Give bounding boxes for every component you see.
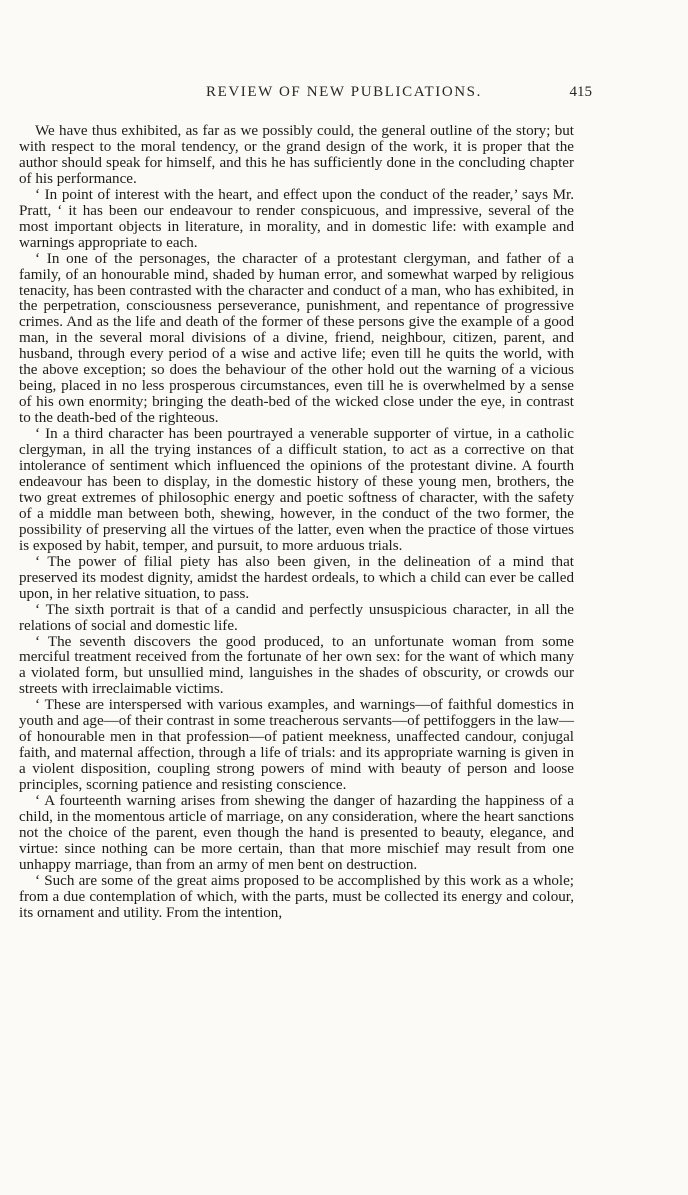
paragraph-quote-sixth-portrait: ‘ The sixth portrait is that of a candid and perfectly unsuspicious character, in all the relations of social and domestic life. [19,601,574,634]
paragraph-quote-filial-piety: ‘ The power of filial piety has also been given, in the delineation of a mind that preserved its modest dignity, amidst the hardest ordeals, to which a child can ever be called upon, in her relative situation, to pass. [19,553,574,602]
paragraph-quote-interest: ‘ In point of interest with the heart, and effect upon the conduct of the reader,’ says Mr. Pratt, ‘ it has been our endeavour to render conspicuous, and impressive, several of the most important objects in literature, in morality, and in domestic life: with example and warnings appropriate to each. [19,186,574,251]
paragraph-quote-great-aims: ‘ Such are some of the great aims proposed to be accomplished by this work as a whole; from a due contemplation of which, with the parts, must be collected its energy and colour, its ornament and utility. From the intention, [19,872,574,921]
paragraph-quote-fourteenth: ‘ A fourteenth warning arises from shewing the danger of hazarding the happiness of a child, in the momentous article of marriage, on any consideration, where the heart sanctions not the choice of the parent, even though the hand is presented to beauty, elegance, and virtue: since nothing can be more certain, than that more mischief may result from one unhappy marriage, than from an army of men bent on destruction. [19,793,574,873]
paragraph-quote-clergyman: ‘ In one of the personages, the character of a protestant clergyman, and father of a family, of an honourable mind, shaded by human error, and somewhat warped by religious tenacity, has been contrasted with the character and conduct of a man, who has exhibited, in the perpetration, consciousness perseverance, punishment, and repentance of progressive crimes. And as the life and death of the former of these persons give the example of a good man, in the several moral divisions of a divine, friend, neighbour, citizen, parent, and husband, through every period of a wise and active life; even till he quits the world, with the above exception; so does the behaviour of the other hold out the warning of a vicious being, placed in no less prosperous circumstances, even till he is overwhelmed by a sense of his own enormity; bringing the death-bed of the wicked close under the eye, in contrast to the death-bed of the righteous. [19,250,574,427]
paragraph-intro: We have thus exhibited, as far as we possibly could, the general outline of the story; but with respect to the moral tendency, or the grand design of the work, it is proper that the author should speak for himself, and this he has sufficiently done in the concluding chapter of his performance. [19,123,574,187]
page-header [0,84,688,106]
paragraph-quote-seventh: ‘ The seventh discovers the good produced, to an unfortunate woman from some merciful treatment received from the fortunate of her own sex: for the want of which many a violated form, but unsullied mind, languishes in the shades of obscurity, or crowds our streets with irreclaimable victims. [19,633,574,698]
body-text [19,124,574,922]
running-head: REVIEW OF NEW PUBLICATIONS. [206,84,482,100]
paragraph-quote-examples: ‘ These are interspersed with various examples, and warnings—of faithful domestics in youth and age—of their contrast in some treacherous servants—of pettifoggers in the law—of honourable men in that profession—of patient meekness, unaffected candour, conjugal faith, and maternal affection, through a life of trials: and its appropriate warning is given in a violent disposition, coupling strong powers of mind with beauty of person and loose principles, scorning patience and resisting conscience. [19,697,574,794]
page-number: 415 [569,84,592,100]
paragraph-quote-third-character: ‘ In a third character has been pourtrayed a venerable supporter of virtue, in a catholic clergyman, in all the trying instances of a difficult station, to act as a corrective on that intolerance of sentiment which influenced the opinions of the protestant divine. A fourth endeavour has been to display, in the domestic history of these young men, brothers, the two great extremes of philosophic energy and poetic softness of character, with the safety of a middle man between both, shewing, however, in the conduct of the two former, the possibility of preserving all the virtues of the latter, even when the practice of those virtues is exposed by habit, temper, and pursuit, to more arduous trials. [19,426,574,554]
